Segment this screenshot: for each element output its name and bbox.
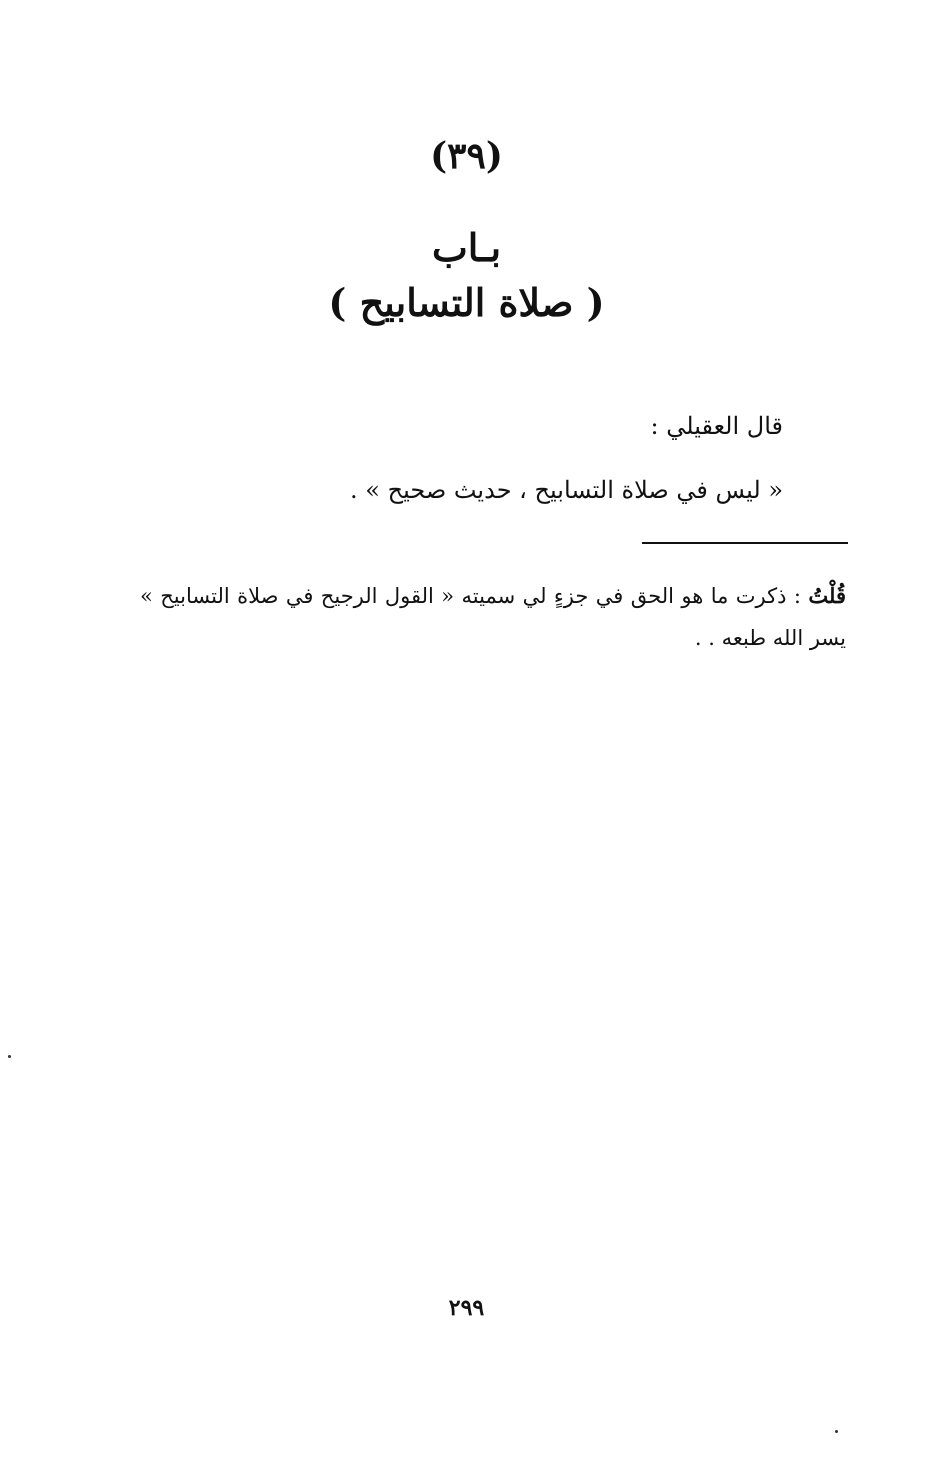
chapter-title: ( صلاة التسابيح ) [328, 280, 605, 325]
scan-speck [835, 1430, 838, 1433]
footnote-text: : ذكرت ما هو الحق في جزءٍ لي سميته « القول الرجيح في صلاة التسابيح » يسر الله طبعه . . [140, 584, 846, 650]
chapter-number: (٣٩) [430, 135, 503, 177]
footnote-divider [642, 542, 848, 544]
chapter-heading: بـاب [431, 225, 502, 270]
page-number: ٢٩٩ [448, 1295, 485, 1321]
narrator-intro: قال العقيلي : [650, 412, 783, 440]
hadith-quote: « ليس في صلاة التسابيح ، حديث صحيح » . [350, 476, 783, 504]
footnote-lead: قُلْتُ [808, 583, 846, 608]
footnote [140, 575, 846, 659]
scan-speck [8, 1055, 11, 1058]
